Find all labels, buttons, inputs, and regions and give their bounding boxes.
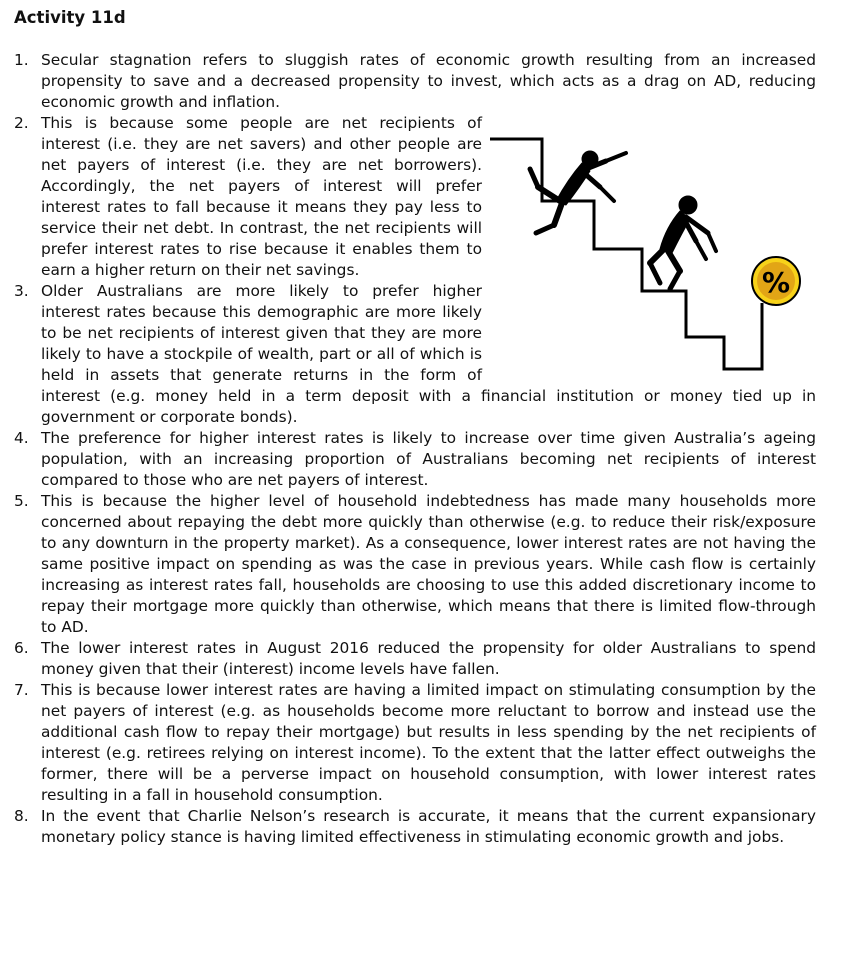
item-text: This is because some people are net recipients of interest (i.e. they are net savers) and other people are net payers of interest (i.e. they are net borrowers). Accordingly, the net payers of interest will prefer interest rates to fall because it means they pay less to service their net debt. In contrast, the net recipients will prefer interest rates to rise because it enables them to earn a higher return on their net savings.	[41, 114, 482, 279]
tumbling-person-lower	[650, 196, 716, 289]
item-text: This is because the higher level of household indebtedness has made many households more concerned about repaying the debt more quickly than otherwise (e.g. to reduce their risk/exposure to any downturn in the property market). As a consequence, lower interest rates are not having the same positive impact on spending as was the case in previous years. While cash flow is certainly increasing as interest rates fall, households are choosing to use this added discretionary income to repay their mortgage more quickly than otherwise, which means that there is limited flow-through to AD.	[41, 492, 816, 636]
list-item	[14, 491, 816, 638]
tumbling-person-upper	[530, 151, 626, 233]
list-item	[14, 113, 816, 299]
item-text: The lower interest rates in August 2016 reduced the propensity for older Australians to spend money given that their (interest) income levels have fallen.	[41, 639, 816, 678]
list-item	[14, 680, 816, 806]
list-item	[14, 281, 816, 428]
list-item	[14, 50, 816, 113]
item-number: 2.	[14, 114, 29, 132]
list-item	[14, 806, 816, 848]
item-number: 3.	[14, 282, 29, 300]
item-text: This is because lower interest rates are having a limited impact on stimulating consumption by the net payers of interest (e.g. as households become more reluctant to borrow and instead use the additional cash flow to repay their mortgage) but results in less spending by the net recipients of interest (e.g. retirees relying on interest income). To the extent that the latter effect outweighs the former, there will be a perverse impact on household consumption, with lower interest rates resulting in a fall in household consumption.	[41, 681, 816, 804]
item-number: 8.	[14, 807, 29, 825]
list-item	[14, 638, 816, 680]
item-text: The preference for higher interest rates is likely to increase over time given Australia’s ageing population, with an increasing proportion of Australians becoming net recipients of interest compared to those who are net payers of interest.	[41, 429, 816, 489]
svg-text:%: %	[761, 266, 791, 299]
item-number: 5.	[14, 492, 29, 510]
item-number: 1.	[14, 51, 29, 69]
item-number: 6.	[14, 639, 29, 657]
answer-list	[14, 50, 816, 848]
list-item	[14, 428, 816, 491]
item-text: In the event that Charlie Nelson’s research is accurate, it means that the current expansionary monetary policy stance is having limited effectiveness in stimulating economic growth and jobs.	[41, 807, 816, 846]
item-text: Older Australians are more likely to prefer higher interest rates because this demographic are more likely to be net recipients of interest given that they are more likely to have a stockpile of wealth, part or all of which is held in assets that generate returns in the form of interest (e.g. money held in a term deposit with a financial institution or money tied up in government or corporate bonds).	[41, 282, 816, 426]
page-title: Activity 11d	[14, 8, 126, 27]
item-text: Secular stagnation refers to sluggish rates of economic growth resulting from an increased propensity to save and a decreased propensity to invest, which acts as a drag on AD, reducing economic growth and inflation.	[41, 51, 816, 111]
item-number: 4.	[14, 429, 29, 447]
item-number: 7.	[14, 681, 29, 699]
